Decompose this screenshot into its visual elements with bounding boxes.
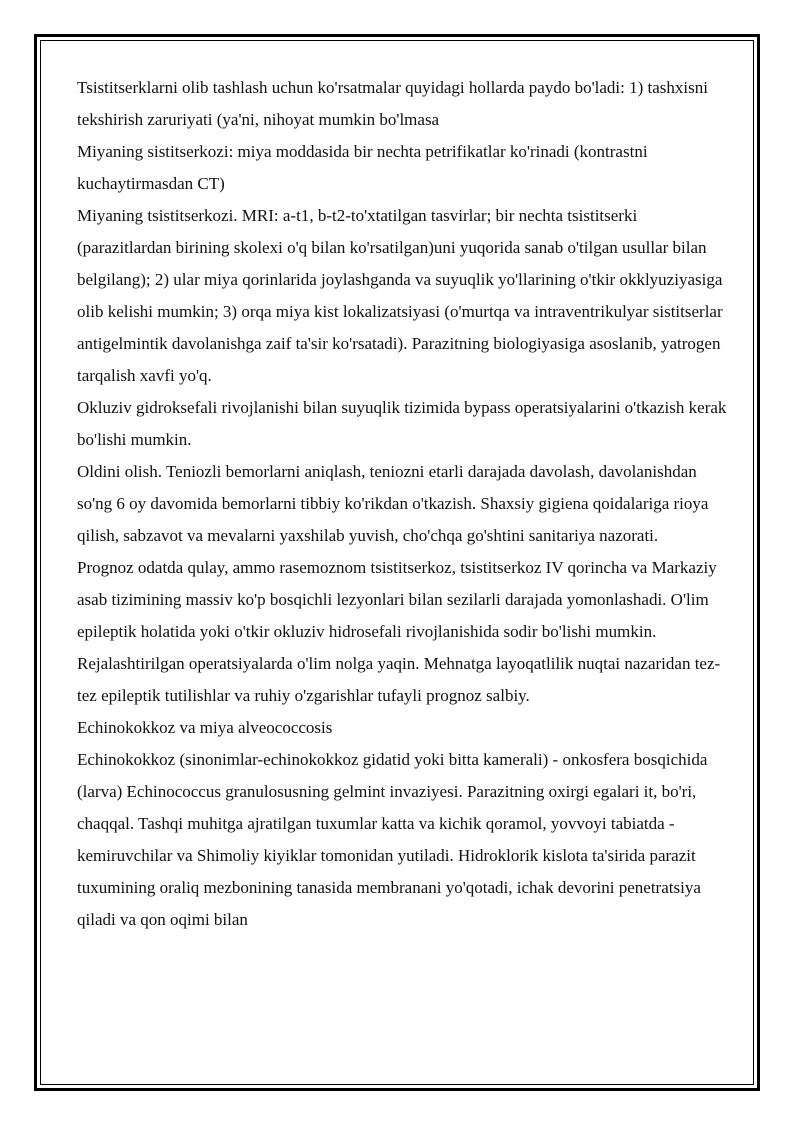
section-heading: Echinokokkoz va miya alveococcosis [77,718,333,737]
paragraph: Miyaning tsistitserkozi. MRI: a-t1, b-t2-to'xtatilgan tasvirlar; bir nechta tsistitserki (parazitlardan birining skolexi o'q bilan ko'rsatilgan)uni yuqorida sanab o'tilgan usullar bilan belgilang); 2) ular miya qorinlarida joylashganda va suyuqlik yo'llarining o'tkir okklyuziyasiga olib kelishi mumkin; 3) orqa miya kist lokalizatsiyasi (o'murtqa va intraventrikulyar sistitserlar antigelmintik davolanishga zaif ta'sir ko'rsatadi). Parazitning biologiyasiga asoslanib, yatrogen tarqalish xavfi yo'q. [77,206,723,385]
paragraph: Okluziv gidroksefali rivojlanishi bilan suyuqlik tizimida bypass operatsiyalarini o'tkazish kerak bo'lishi mumkin. [77,398,727,449]
paragraph: Oldini olish. Teniozli bemorlarni aniqlash, teniozni etarli darajada davolash, davolanishdan so'ng 6 oy davomida bemorlarni tibbiy ko'rikdan o'tkazish. Shaxsiy gigiena qoidalariga rioya qilish, sabzavot va mevalarni yaxshilab yuvish, cho'chqa go'shtini sanitariya nazorati. [77,462,709,545]
paragraph: Miyaning sistitserkozi: miya moddasida bir nechta petrifikatlar ko'rinadi (kontrastni kuchaytirmasdan CT) [77,142,648,193]
paragraph: Tsistitserklarni olib tashlash uchun ko'rsatmalar quyidagi hollarda paydo bo'ladi: 1) tashxisni tekshirish zaruriyati (ya'ni, nihoyat mumkin bo'lmasa [77,78,708,129]
paragraph: Echinokokkoz (sinonimlar-echinokokkoz gidatid yoki bitta kamerali) - onkosfera bosqichida (larva) Echinococcus granulosusning gelmint invaziyesi. Parazitning oxirgi egalari it, bo'ri, chaqqal. Tashqi muhitga ajratilgan tuxumlar katta va kichik qoramol, yovvoyi tabiatda - kemiruvchilar va Shimoliy kiyiklar tomonidan yutiladi. Hidroklorik kislota ta'sirida parazit tuxumining oraliq mezbonining tanasida membranani yo'qotadi, ichak devorini penetratsiya qiladi va qon oqimi bilan [77,750,708,929]
paragraph: Prognoz odatda qulay, ammo rasemoznom tsistitserkoz, tsistitserkoz IV qorincha va Markaziy asab tizimining massiv ko'p bosqichli lezyonlari bilan sezilarli darajada yomonlashadi. O'lim epileptik holatida yoki o'tkir okluziv hidrosefali rivojlanishida sodir bo'lishi mumkin. Rejalashtirilgan operatsiyalarda o'lim nolga yaqin. Mehnatga layoqatlilik nuqtai nazaridan tez-tez epileptik tutilishlar va ruhiy o'zgarishlar tufayli prognoz salbiy. [77,558,721,705]
document-body [77,72,727,936]
